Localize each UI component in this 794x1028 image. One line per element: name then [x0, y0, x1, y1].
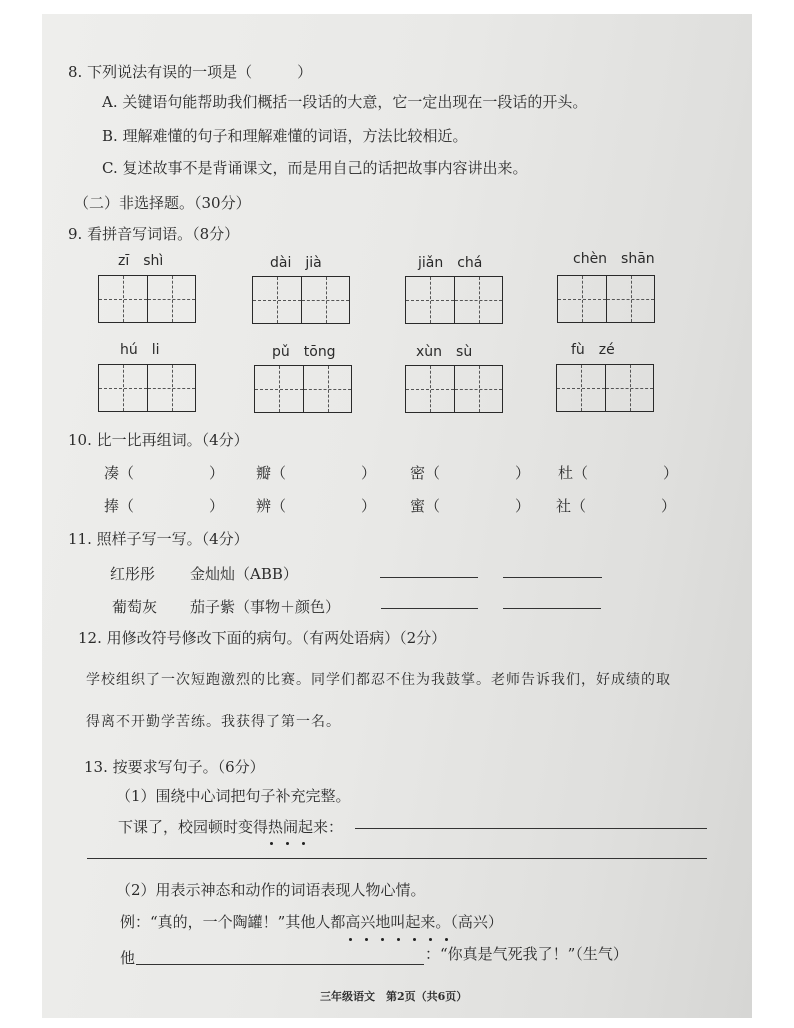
q10-item[interactable]: 凑（ ） [104, 464, 225, 482]
answer-line[interactable] [87, 858, 707, 859]
answer-line[interactable] [136, 964, 424, 965]
answer-line[interactable] [380, 577, 478, 578]
pinyin-label: xùn sù [416, 344, 473, 360]
answer-line[interactable] [355, 828, 707, 829]
q12-sick-sentence[interactable]: 得离不开勤学苦练。我获得了第一名。 [86, 714, 341, 730]
q13-part1-prompt: 下课了，校园顿时变得热闹起来： [118, 818, 344, 836]
q8-option-a: A. 关键语句能帮助我们概括一段话的大意，它一定出现在一段话的开头。 [102, 93, 588, 111]
q10-item[interactable]: 瓣（ ） [256, 464, 377, 482]
q12-sick-sentence[interactable]: 学校组织了一次短跑激烈的比赛。同学们都忍不住为我鼓掌。老师告诉我们，好成绩的取 [86, 672, 671, 688]
q10-item[interactable]: 密（ ） [410, 464, 531, 482]
q10-item[interactable]: 杜（ ） [558, 464, 679, 482]
q10-item[interactable]: 蜜（ ） [410, 497, 531, 515]
page-footer: 三年级语文 第2页（共6页） [320, 990, 468, 1003]
q9-stem: 9. 看拼音写词语。（8分） [68, 225, 240, 243]
q8-option-b: B. 理解难懂的句子和理解难懂的词语，方法比较相近。 [102, 127, 468, 145]
q13-part2-subject: 他 [120, 949, 136, 967]
q10-item[interactable]: 社（ ） [556, 497, 677, 515]
q13-part1-title: （1）围绕中心词把句子补充完整。 [116, 787, 351, 805]
writing-grid[interactable] [254, 365, 352, 413]
q10-item[interactable]: 捧（ ） [104, 497, 225, 515]
writing-grid[interactable] [98, 364, 196, 412]
writing-grid[interactable] [98, 275, 196, 323]
pinyin-label: fù zé [571, 342, 615, 358]
writing-grid[interactable] [252, 276, 350, 324]
writing-grid[interactable] [556, 364, 654, 412]
q13-part2-title: （2）用表示神态和动作的词语表现人物心情。 [116, 881, 426, 899]
q11-example: 红彤彤 [110, 565, 156, 583]
writing-grid[interactable] [557, 275, 655, 323]
answer-line[interactable] [503, 608, 601, 609]
answer-line[interactable] [381, 608, 478, 609]
q8-stem: 8. 下列说法有误的一项是（ ） [68, 63, 313, 81]
writing-grid[interactable] [405, 365, 503, 413]
pinyin-label: jiǎn chá [418, 255, 483, 271]
q13-part2-quote: ：“你真是气死我了！”（生气） [425, 945, 628, 963]
pinyin-label: chèn shān [573, 251, 655, 267]
q10-item[interactable]: 辨（ ） [256, 497, 377, 515]
pinyin-label: pǔ tōng [272, 344, 336, 360]
q13-stem: 13. 按要求写句子。（6分） [84, 758, 265, 776]
pinyin-label: hú li [120, 342, 160, 358]
pinyin-label: zī shì [118, 253, 164, 269]
q11-example: 茄子紫（事物＋颜色） [190, 598, 341, 616]
q11-example: 葡萄灰 [112, 598, 158, 616]
q8-option-c: C. 复述故事不是背诵课文，而是用自己的话把故事内容讲出来。 [102, 159, 528, 177]
section-2-title: （二）非选择题。（30分） [74, 194, 251, 212]
q12-stem: 12. 用修改符号修改下面的病句。（有两处语病）（2分） [78, 629, 447, 647]
q10-stem: 10. 比一比再组词。（4分） [68, 431, 249, 449]
q13-part2-example: 例：“真的，一个陶罐！”其他人都高兴地叫起来。（高兴） [120, 913, 503, 931]
writing-grid[interactable] [405, 276, 503, 324]
q11-example: 金灿灿（ABB） [190, 565, 298, 583]
pinyin-label: dài jià [270, 255, 322, 271]
q11-stem: 11. 照样子写一写。（4分） [68, 530, 249, 548]
answer-line[interactable] [503, 577, 602, 578]
